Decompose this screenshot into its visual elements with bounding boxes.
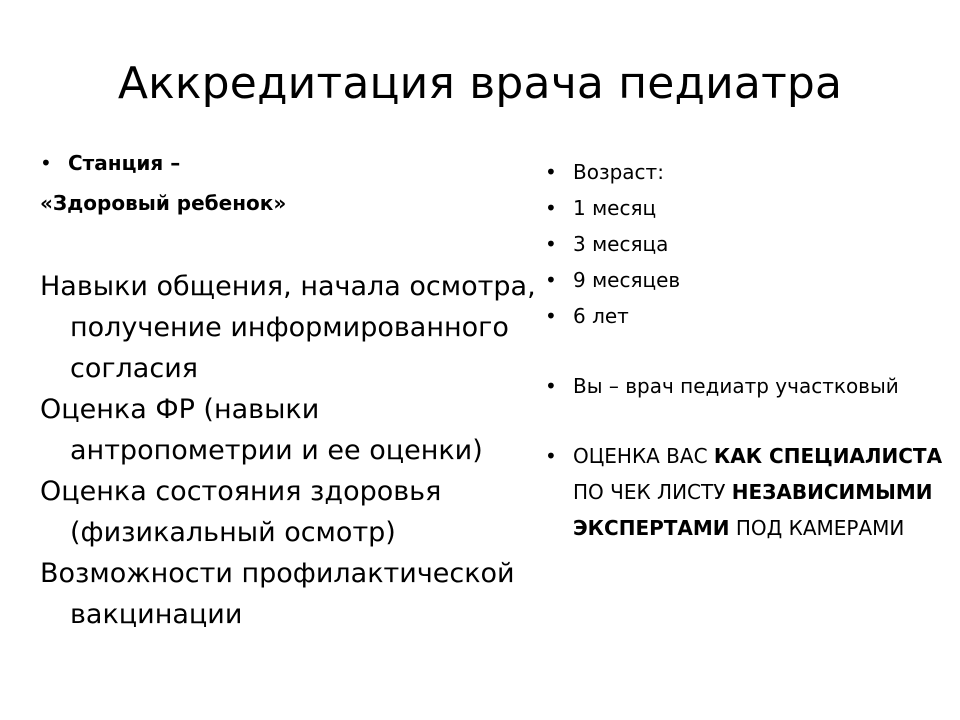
bullet-icon: • <box>545 444 557 468</box>
bullet-icon: • <box>545 374 557 398</box>
assessment-bold: НЕЗАВИСИМЫМИ ЭКСПЕРТАМИ <box>573 480 933 540</box>
bullet-icon: • <box>545 196 557 220</box>
list-item-age <box>545 190 955 226</box>
skill-health-assessment: Оценка состояния здоровья (физикальный осмотр) <box>40 476 442 548</box>
station-bullet <box>40 150 540 176</box>
list-item-age <box>545 226 955 262</box>
station-label: Станция – <box>68 151 181 175</box>
list-item-role <box>545 368 955 404</box>
bullet-icon: • <box>545 268 557 292</box>
assessment-text <box>573 444 942 540</box>
right-column <box>545 154 955 546</box>
station-name: «Здоровый ребенок» <box>40 191 287 215</box>
assessment-part: ОЦЕНКА ВАС <box>573 444 714 468</box>
bullet-icon: • <box>545 304 557 328</box>
skill-communication: Навыки общения, начала осмотра, получение информированного согласия <box>40 271 536 384</box>
list-item-label: 6 лет <box>573 304 629 328</box>
list-item-assessment <box>545 438 955 546</box>
assessment-part: ПОД КАМЕРАМИ <box>729 516 905 540</box>
slide-title: Аккредитация врача педиатра <box>117 58 843 109</box>
list-item-age <box>545 262 955 298</box>
list-item-label: 1 месяц <box>573 196 657 220</box>
assessment-part: ПО ЧЕК ЛИСТУ <box>573 480 732 504</box>
role-text: Вы – врач педиатр участковый <box>573 374 899 398</box>
list-item-label: Возраст: <box>573 160 664 184</box>
bullet-icon: • <box>545 232 557 256</box>
bullet-icon: • <box>545 160 557 184</box>
bullet-icon: • <box>40 151 52 175</box>
left-column <box>40 150 540 635</box>
assessment-bold: КАК СПЕЦИАЛИСТА <box>713 444 943 468</box>
list-item-age-heading <box>545 154 955 190</box>
list-item-age <box>545 298 955 334</box>
skill-anthropometry: Оценка ФР (навыки антропометрии и ее оценки) <box>40 394 483 466</box>
list-item-label: 3 месяца <box>573 232 669 256</box>
list-item-label: 9 месяцев <box>573 268 681 292</box>
skill-vaccination: Возможности профилактической вакцинации <box>40 558 515 630</box>
